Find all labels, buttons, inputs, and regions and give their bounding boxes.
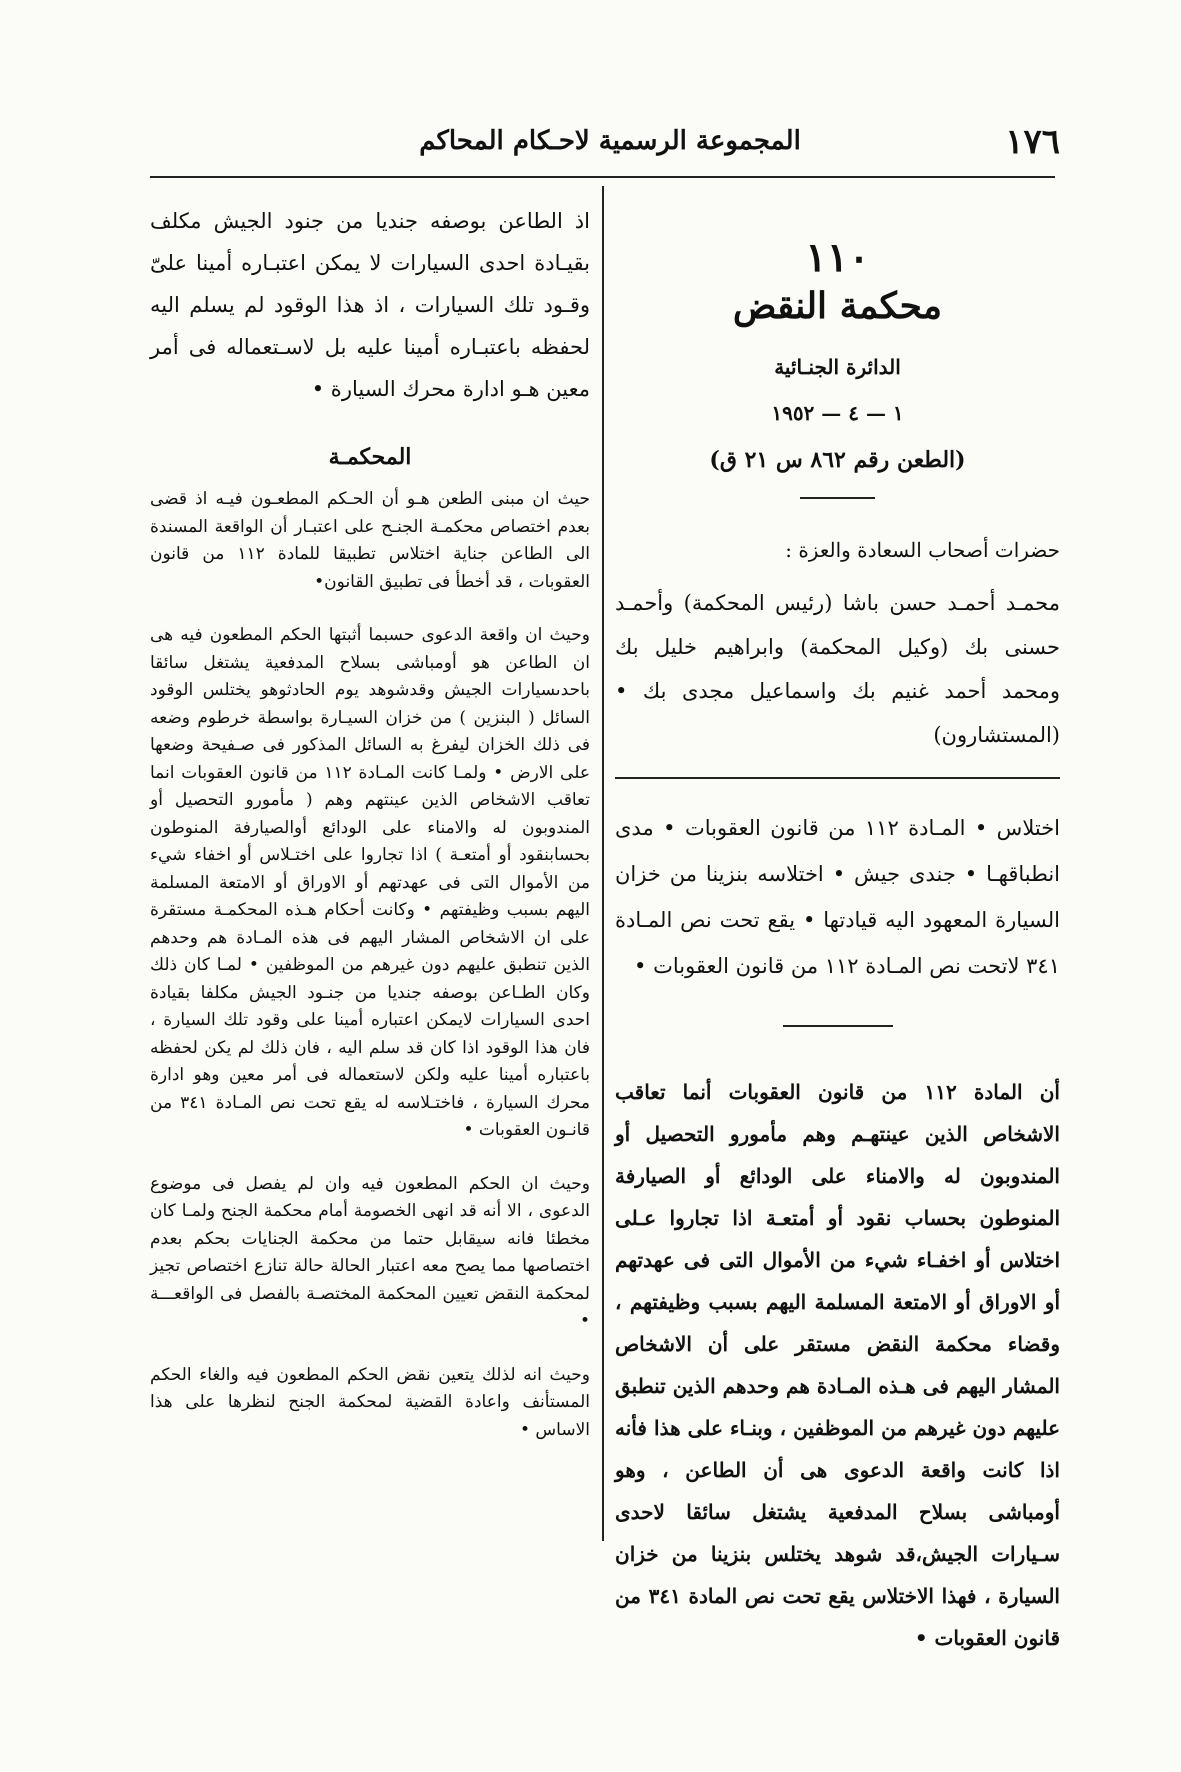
case-number: ١١٠ xyxy=(805,234,870,281)
appeal-number: (الطعن رقم ٨٦٢ س ٢١ ق) xyxy=(709,447,966,473)
header-rule xyxy=(150,176,1055,178)
page-header xyxy=(160,122,1060,170)
judges-list: محمـد أحمـد حسن باشا (رئيس المحكمة) وأحمـد حسنى بك (وكيل المحكمة) وابراهيم خليل بك ومحمد أحمد غنيم بك واسماعيل مجدى بك • (المستشارون) xyxy=(615,591,1060,747)
legal-principle: أن المادة ١١٢ من قانون العقوبات أنما تعاقب الاشخاص الذين عينتهـم وهم مأمورو التحصيل أو المندوبون له والامناء على الودائع أو الصيارفة المنوطون بحساب نقود أو أمتعـة اذا تجاروا عـلى اختلاس أو اخفـاء شيء من الأموال التى فى عهدتهم أو الاوراق أو الامتعة المسلمة اليهم بسبب وظيفتهم ، وقضاء محكمة النقض مستقر على أن الاشخاص المشار اليهم فى هـذه المـادة هم وحدهم الذين تنطبق عليهم دون غيرهم من الموظفين ، وبنـاء على هذا فأنه اذا كانت واقعة الدعوى هى أن الطاعن ، وهو أومباشى بسلاح المدفعية يشتغل سائقا لاحدى سـيارات الجيش،قد شوهد يختلس بنزينا من خزان السيارة ، فهذا الاختلاس يقع تحت نص المادة ٣٤١ من قانون العقوبات • xyxy=(615,1080,1060,1650)
right-column xyxy=(615,226,1060,1659)
running-title: المجموعة الرسمية لاحـكام المحاكم xyxy=(419,126,801,156)
session-date: ١ — ٤ — ١٩٥٢ xyxy=(771,401,904,425)
court-name: محكمة النقض xyxy=(732,285,943,327)
circuit-name: الدائرة الجنـائية xyxy=(774,355,901,379)
judgment-paragraph: وحيث ان واقعة الدعوى حسبما أثبتها الحكم المطعون فيه هى ان الطاعن هو أومباشى بسلاح المدفعية يشتغل سائقا باحدىسيارات الجيش وقدشوهد يوم الحادثوهو يختلس الوقود السائل ( البنزين ) من خزان السيـارة بواسطة خرطوم وضعه فى ذلك الخزان ليفرغ به السائل المذكور فى صـفيحة وضعها على الارض • ولمـا كانت المـادة ١١٢ من قانون العقوبات انما تعاقب الاشخاص الذين عينتهم وهم ( مأمورو التحصيل أو المندوبون له والامناء على الودائع أوالصيارفة المنوطون بحسابنقود أو أمتعـة ) اذا تجاروا على اختـلاس أو اخفاء شيء من الأموال التى فى عهدتهم أو الاوراق أو الامتعة المسلمة اليهم بسبب وظيفتهم • وكانت أحكام هـذه المحكمـة مستقرة على ان الاشخاص المشار اليهم فى هذه المـادة هم وحدهم الذين تنطبق عليهم دون غيرهم من الموظفين • لمـا كان ذلك وكان الطـاعن بوصفه جنديا من جنـود الجيش مكلفا بقيادة احدى السيارات لايمكن اعتباره أمينا على وقود تلك السيارة ، فان هذا الوقود اذا كان قد سلم اليه ، فان ذلك لم يكن لحفظه باعتباره أمينا عليه ولكن لاستعماله فى أمر معين وهو ادارة محرك السيارة ، فاختـلاسه له يقع تحت نص المـادة ٣٤١ من قانـون العقوبات • xyxy=(150,625,591,1140)
left-column xyxy=(150,200,590,1470)
judgment-paragraph: وحيث ان الحكم المطعون فيه وان لم يفصل فى موضوع الدعوى ، الا أنه قد انهى الخصومة أمام محكمة الجنح ولمـا كان مخطئا فانه سيقابل حتما من محكمة الجنايات بحكم بعدم اختصاصها مما يصح معه اعتبار الحالة حالة تنازع اختصاص تجيز لمحكمة النقض تعيين المحكمة المختصـة بالفصل فى الواقعـــة • xyxy=(150,1173,590,1331)
judges-intro: حضرات أصحاب السعادة والعزة : xyxy=(785,538,1060,562)
short-rule xyxy=(800,497,875,499)
judgment-paragraph: وحيث انه لذلك يتعين نقض الحكم المطعون فيه والغاء الحكم المستأنف واعادة القضية لمحكمة الجنح لنظرها على هذا الاساس • xyxy=(150,1364,590,1440)
case-summary: اختلاس • المـادة ١١٢ من قانون العقوبات • مدى انطباقهـا • جندى جيش • اختلاسه بنزينا من خزان السيارة المعهود اليه قيادتها • يقع تحت نص المـادة ٣٤١ لاتحت نص المـادة ١١٢ من قانون العقوبات • xyxy=(615,816,1061,978)
judgment-paragraph: حيث ان مبنى الطعن هـو أن الحـكم المطعـون فيـه اذ قضى بعدم اختصاص محكمـة الجنـح على اعتبـار أن الواقعة المسندة الى الطاعن جناية اختلاس تطبيقا للمادة ١١٢ من قانون العقوبات ، قد أخطأ فى تطبيق القانون• xyxy=(150,489,590,592)
section-rule xyxy=(615,777,1060,779)
column-divider xyxy=(602,186,604,1541)
principle-continuation: اذ الطاعن بوصفه جنديا من جنود الجيش مكلف بقيـادة احدى السيارات لا يمكن اعتبـاره أمينا علىّ وقـود تلك السيارات ، اذ هذا الوقود لم يسلم اليه لحفظه باعتبـاره أمينا عليه بل لاسـتعماله فى أمر معين هـو ادارة محرك السيارة • xyxy=(150,209,590,401)
section-title: المحكمـة xyxy=(328,444,412,470)
short-rule xyxy=(783,1025,893,1027)
page-number: ١٧٦ xyxy=(1005,122,1060,162)
